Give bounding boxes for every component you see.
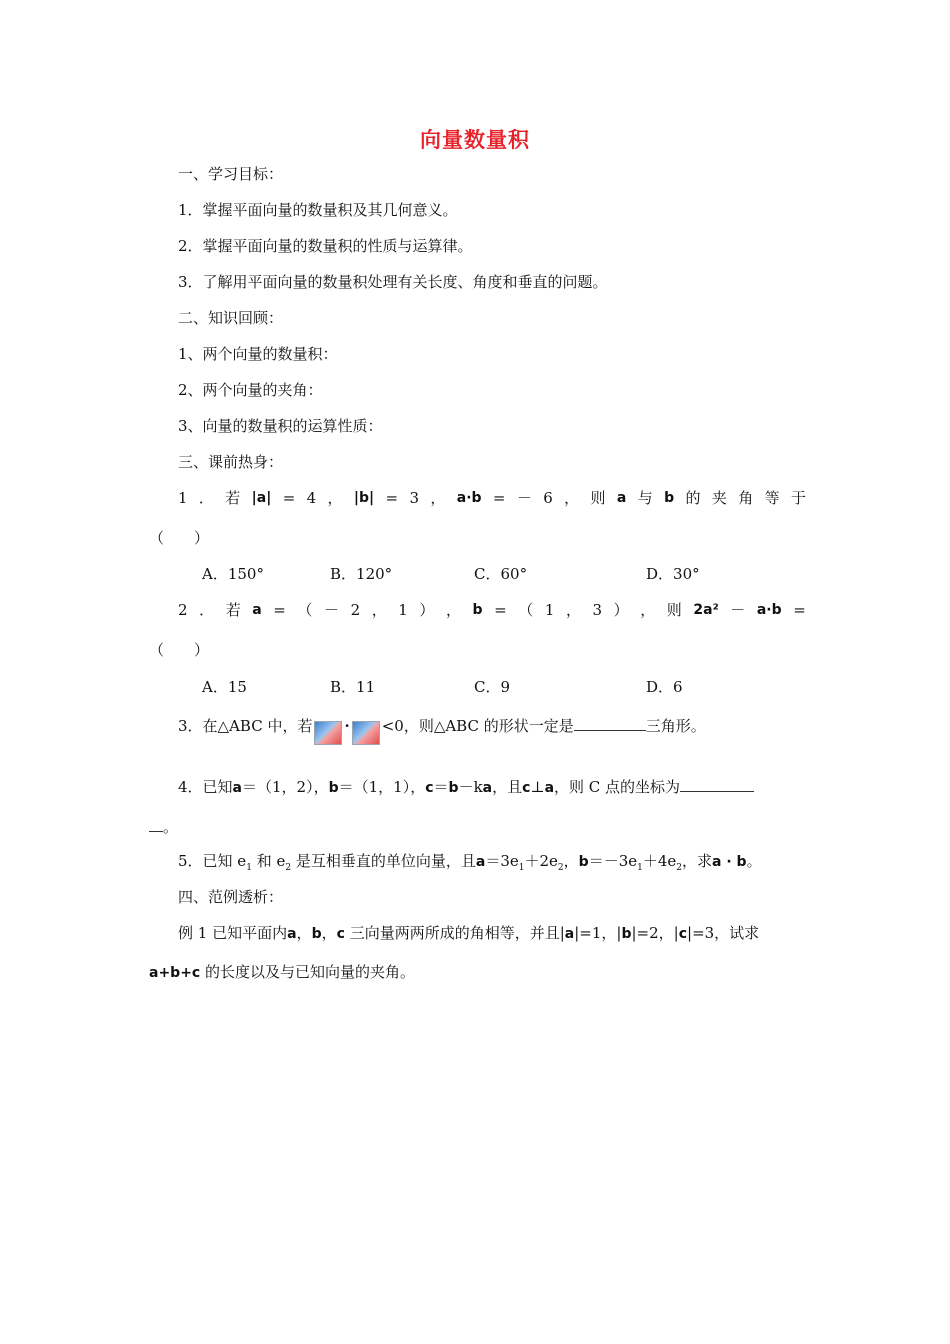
question-token: 则 — [666, 601, 682, 619]
question-2-option-a: A．15 — [202, 678, 247, 696]
question-1-option-c: C．60° — [474, 565, 528, 583]
question-2-option-c: C．9 — [474, 678, 511, 696]
question-4-line — [178, 775, 754, 798]
question-token: = — [282, 489, 296, 507]
vector-a: a — [475, 854, 486, 870]
question-4-text: ，则 C 点的坐标为 — [554, 778, 681, 796]
question-3-post: <0，则△ABC 的形状一定是 — [381, 717, 574, 735]
vector-product-ab: a · b — [712, 854, 747, 870]
vector-b: b — [621, 926, 632, 942]
question-4-text: ＝（1，1）， — [338, 778, 426, 796]
goal-item-1: 1．掌握平面向量的数量积及其几何意义。 — [178, 201, 458, 219]
question-token: ， — [640, 601, 656, 619]
vector-image-icon — [352, 721, 380, 745]
example-1-text: |=1，| — [574, 924, 622, 942]
subscript: 2 — [285, 863, 292, 873]
question-4-text: 4．已知 — [178, 778, 233, 796]
question-token: a — [252, 602, 262, 618]
vector-image-icon — [314, 721, 342, 745]
question-token: ） — [419, 601, 435, 619]
question-token: a·b — [456, 490, 482, 506]
question-5-text: 。 — [746, 852, 762, 870]
question-3-line — [178, 714, 706, 739]
question-3-pre: 3．在△ABC 中，若 — [178, 717, 313, 735]
vector-b: b — [578, 854, 589, 870]
question-3-end: 三角形。 — [645, 717, 706, 735]
answer-blank — [149, 815, 163, 832]
answer-blank — [574, 714, 646, 731]
question-token: |a| — [251, 490, 272, 506]
section-heading-examples: 四、范例透析： — [178, 888, 284, 906]
question-3-dot: · — [344, 717, 350, 735]
question-token: ， — [445, 601, 461, 619]
document-title: 向量数量积 — [420, 128, 530, 152]
question-4-text: ＝（1，2）， — [242, 778, 329, 796]
subscript: 1 — [637, 863, 643, 873]
example-1-line-1 — [178, 923, 759, 944]
question-token: （ — [297, 601, 313, 619]
example-1-text: |=3，试求 — [687, 924, 760, 942]
vector-b: b — [328, 780, 339, 796]
question-token: b — [472, 602, 483, 618]
example-1-line-2 — [149, 962, 415, 983]
question-token: ， — [565, 601, 581, 619]
question-token: 则 — [590, 489, 606, 507]
question-token: 若 — [225, 601, 241, 619]
vector-b: b — [311, 926, 322, 942]
question-5-text: ，求 — [682, 852, 713, 870]
question-5-text: ＝3e — [485, 852, 519, 870]
question-5-text: ＝－3e — [588, 852, 638, 870]
question-4-text: ⊥ — [530, 778, 545, 796]
question-token: 于 — [790, 489, 806, 507]
question-token: ， — [327, 489, 343, 507]
question-4-end: 。 — [163, 818, 179, 836]
question-token: 4 — [306, 489, 317, 507]
question-1-option-b: B．120° — [330, 565, 393, 583]
subscript: 1 — [518, 863, 525, 873]
question-token: ， — [564, 489, 580, 507]
question-token: ． — [198, 489, 214, 507]
review-item-2: 2、两个向量的夹角： — [178, 381, 323, 399]
question-4-text: ，且 — [492, 778, 523, 796]
question-token: = — [793, 601, 806, 619]
vector-a: a — [482, 780, 493, 796]
review-item-1: 1、两个向量的数量积： — [178, 345, 338, 363]
question-token: 角 — [738, 489, 754, 507]
question-1-line — [178, 488, 806, 508]
goal-item-3: 3．了解用平面向量的数量积处理有关长度、角度和垂直的问题。 — [178, 273, 608, 291]
vector-c: c — [425, 780, 434, 796]
question-5-text: ＋4e — [642, 852, 677, 870]
vector-sum-abc: a+b+c — [149, 965, 201, 981]
vector-c: c — [522, 780, 531, 796]
question-token: = — [273, 601, 286, 619]
question-token: ． — [199, 601, 215, 619]
question-token: － — [324, 601, 340, 619]
question-token: a — [616, 490, 627, 506]
question-5-text: 5．已知 e — [178, 852, 247, 870]
goal-item-2: 2．掌握平面向量的数量积的性质与运算律。 — [178, 237, 473, 255]
question-token: = — [492, 489, 506, 507]
vector-a: a — [544, 780, 555, 796]
question-token: （ — [518, 601, 534, 619]
section-heading-goals: 一、学习目标： — [178, 165, 284, 183]
example-1-text: |=2，| — [631, 924, 679, 942]
vector-a: a — [287, 926, 297, 942]
question-token: 3 — [409, 489, 420, 507]
question-token: － — [516, 489, 532, 507]
question-1-paren: （ ） — [149, 529, 210, 547]
subscript: 1 — [246, 863, 252, 873]
question-token: － — [730, 601, 746, 619]
question-5-text: 是互相垂直的单位向量，且 — [291, 852, 476, 870]
example-1-text: 三向量两两所成的角相等，并且| — [344, 924, 565, 942]
question-1-option-a: A．150° — [202, 565, 264, 583]
subscript: 2 — [676, 863, 682, 873]
question-4-text: ＝ — [433, 778, 449, 796]
question-1-option-d: D．30° — [646, 565, 700, 583]
section-heading-warmup: 三、课前热身： — [178, 453, 284, 471]
question-2-option-d: D．6 — [646, 678, 683, 696]
question-token: 2 — [178, 601, 188, 619]
question-5-text: ＋2e — [524, 852, 558, 870]
question-token: 3 — [592, 601, 603, 619]
question-token: 若 — [225, 489, 241, 507]
question-2-paren: （ ） — [149, 641, 210, 659]
vector-a: a — [232, 780, 242, 796]
question-token: ， — [430, 489, 446, 507]
question-5-text: 和 e — [251, 852, 286, 870]
question-token: 1 — [178, 489, 188, 507]
question-token: a·b — [756, 602, 782, 618]
question-token: 的 — [685, 489, 701, 507]
vector-a: a — [564, 926, 575, 942]
vector-b: b — [448, 780, 459, 796]
question-token: ， — [371, 601, 387, 619]
question-token: 2a² — [693, 602, 719, 618]
question-4-continuation — [149, 815, 178, 837]
section-heading-review: 二、知识回顾： — [178, 309, 284, 327]
example-1-text: 例 1 已知平面内 — [178, 924, 288, 942]
example-1-text: ， — [296, 924, 312, 942]
question-token: 2 — [350, 601, 361, 619]
question-4-text: －k — [458, 778, 483, 796]
question-token: 6 — [543, 489, 553, 507]
question-5-text: ， — [563, 852, 579, 870]
question-token: 夹 — [711, 489, 727, 507]
question-token: 等 — [764, 489, 780, 507]
question-token: |b| — [353, 490, 375, 506]
question-token: = — [385, 489, 399, 507]
question-token: 1 — [544, 601, 555, 619]
vector-c: c — [678, 926, 688, 942]
question-token: b — [664, 490, 675, 506]
vector-c: c — [336, 926, 345, 942]
subscript: 2 — [557, 863, 564, 873]
question-token: 1 — [398, 601, 408, 619]
question-token: 与 — [637, 489, 653, 507]
question-5-line — [178, 851, 762, 878]
question-2-line — [178, 600, 806, 620]
question-token: = — [494, 601, 507, 619]
review-item-3: 3、向量的数量积的运算性质： — [178, 417, 383, 435]
question-token: ） — [613, 601, 629, 619]
answer-blank — [680, 775, 754, 792]
example-1-text: ， — [321, 924, 337, 942]
question-2-option-b: B．11 — [330, 678, 376, 696]
example-1-text: 的长度以及与已知向量的夹角。 — [200, 963, 416, 981]
